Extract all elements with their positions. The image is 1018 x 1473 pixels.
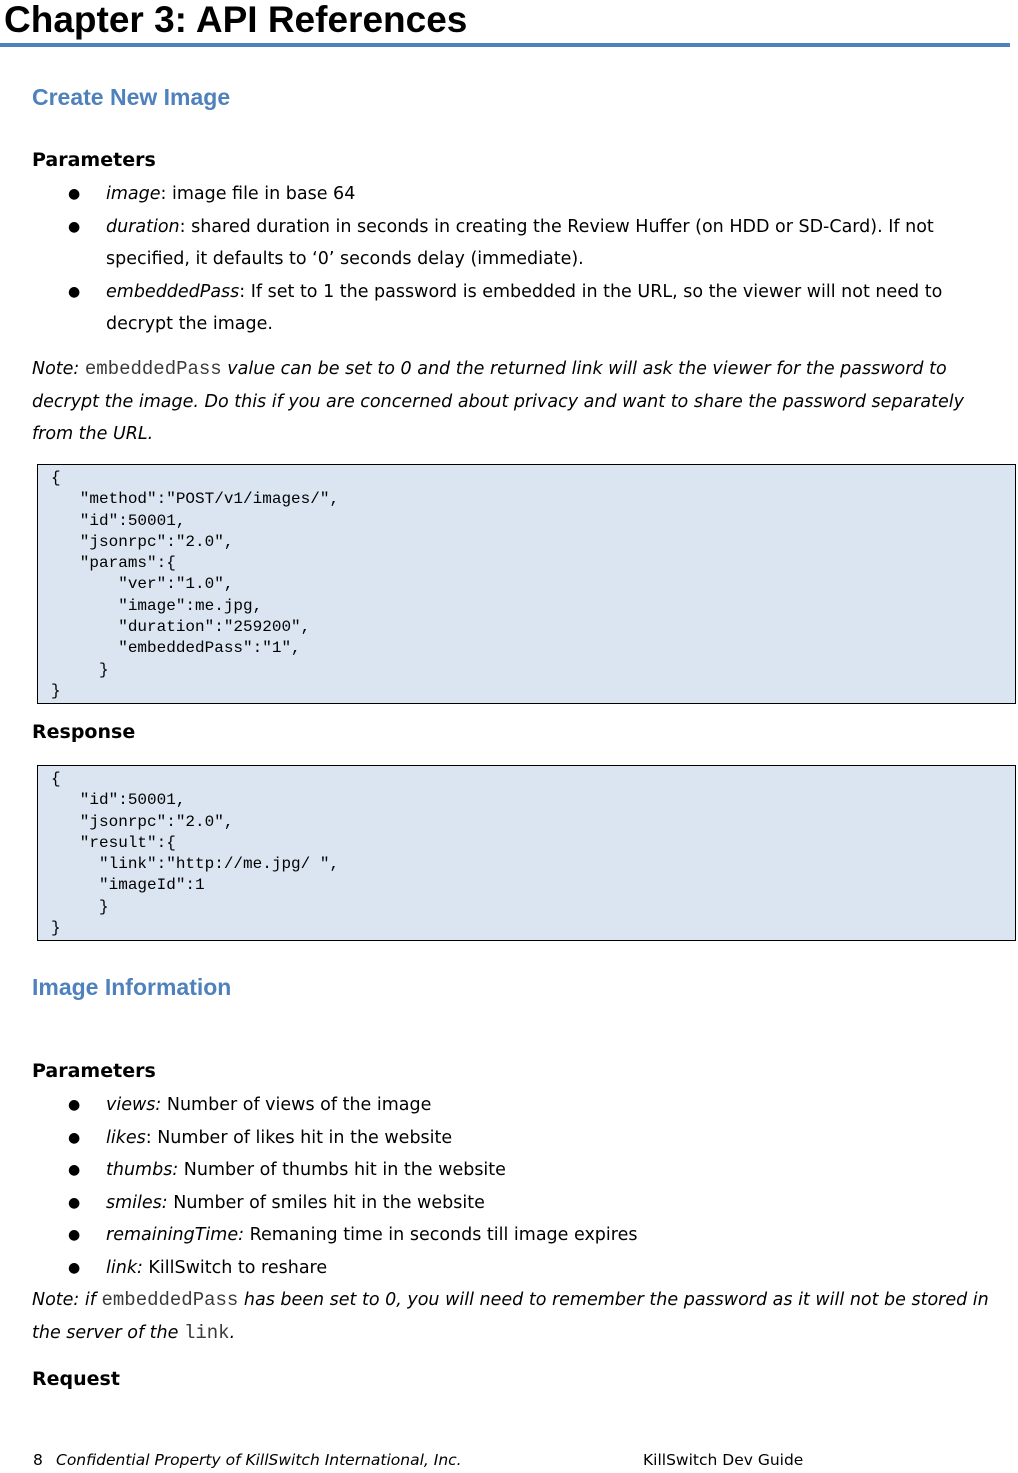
code-line: "result":{ xyxy=(51,833,176,852)
list-item xyxy=(32,1252,992,1285)
code-line: "duration":"259200", xyxy=(51,618,311,637)
param-term: views: xyxy=(106,1095,162,1115)
chapter-title: Chapter 3: API References xyxy=(4,0,468,40)
bullet-icon: ● xyxy=(68,1162,81,1178)
note-prefix: Note: if xyxy=(32,1290,102,1310)
parameters-list xyxy=(32,1089,992,1284)
param-term: smiles: xyxy=(106,1192,168,1213)
note-text: value can be set to 0 and the returned link will ask the viewer for the password to decrypt the image. Do this if you are concerned about privacy and want to share the password separately from the URL. xyxy=(32,359,965,444)
response-code-block xyxy=(37,765,1016,941)
param-desc: Number of thumbs hit in the website xyxy=(178,1160,506,1180)
param-term: remainingTime: xyxy=(106,1225,245,1245)
list-item xyxy=(32,1219,992,1252)
list-item xyxy=(32,1089,992,1122)
section-heading-create-new-image: Create New Image xyxy=(32,84,231,110)
request-heading: Request xyxy=(32,1368,120,1390)
bullet-icon: ● xyxy=(68,283,81,300)
code-line: } xyxy=(51,897,109,916)
code-line: "image":me.jpg, xyxy=(51,596,263,615)
code-text xyxy=(51,769,1015,939)
code-line: "id":50001, xyxy=(51,511,186,530)
page-number: 8 xyxy=(33,1451,43,1469)
code-line: { xyxy=(51,469,61,487)
note-code: embeddedPass xyxy=(101,1289,239,1311)
code-line: "embeddedPass":"1", xyxy=(51,639,301,658)
response-heading: Response xyxy=(32,721,136,743)
list-item xyxy=(32,1187,992,1220)
note-middle: has been set to 0, you will need to remember the password as it will not be stored in the server of the xyxy=(32,1290,989,1343)
param-term: thumbs: xyxy=(106,1160,179,1180)
param-term: image xyxy=(106,184,161,204)
code-line: "jsonrpc":"2.0", xyxy=(51,812,234,831)
list-item xyxy=(32,178,992,211)
note-code: embeddedPass xyxy=(84,358,222,380)
parameters-list xyxy=(32,178,992,341)
note-suffix: . xyxy=(229,1322,236,1343)
param-desc: Remaning time in seconds till image expires xyxy=(244,1225,638,1245)
code-line: "method":"POST/v1/images/", xyxy=(51,490,340,509)
param-desc: Number of smiles hit in the website xyxy=(167,1192,485,1213)
footer-confidential: Confidential Property of KillSwitch International, Inc. xyxy=(56,1451,462,1469)
code-line: } xyxy=(51,681,61,700)
code-line: "jsonrpc":"2.0", xyxy=(51,532,234,551)
bullet-icon: ● xyxy=(68,1227,81,1243)
code-line: } xyxy=(51,919,61,938)
list-item xyxy=(32,1122,992,1155)
section-heading-image-information: Image Information xyxy=(32,974,232,1000)
note-prefix: Note: xyxy=(32,359,85,379)
list-item xyxy=(32,211,992,276)
param-desc: : image file in base 64 xyxy=(160,184,356,204)
bullet-icon: ● xyxy=(68,218,81,235)
footer-guide-name: KillSwitch Dev Guide xyxy=(643,1451,804,1469)
code-line: { xyxy=(51,770,61,788)
param-term: link: xyxy=(106,1257,143,1278)
param-term: duration xyxy=(106,216,180,237)
param-term: embeddedPass xyxy=(106,281,240,302)
parameters-heading: Parameters xyxy=(32,1060,156,1082)
param-desc: : Number of likes hit in the website xyxy=(145,1127,453,1148)
code-line: "params":{ xyxy=(51,554,176,573)
bullet-icon: ● xyxy=(68,1259,81,1276)
param-desc: : shared duration in seconds in creating the Review Huffer (on HDD or SD-Card). If not specified, it defaults to ‘0’ seconds delay (immediate). xyxy=(106,216,934,269)
note-paragraph xyxy=(32,1284,992,1349)
param-desc: Number of views of the image xyxy=(161,1095,432,1115)
code-line: } xyxy=(51,660,109,679)
param-term: likes xyxy=(106,1127,146,1148)
request-code-block xyxy=(37,464,1016,704)
list-item xyxy=(32,276,992,341)
list-item xyxy=(32,1154,992,1187)
bullet-icon: ● xyxy=(68,1194,81,1211)
param-desc: KillSwitch to reshare xyxy=(142,1257,328,1278)
code-line: "link":"http://me.jpg/ ", xyxy=(51,855,340,874)
parameters-heading: Parameters xyxy=(32,149,156,171)
note-code-link: link xyxy=(183,1321,230,1344)
code-line: "imageId":1 xyxy=(51,876,205,895)
chapter-rule xyxy=(0,43,1010,47)
code-line: "id":50001, xyxy=(51,791,186,810)
bullet-icon: ● xyxy=(68,1097,81,1113)
code-text xyxy=(51,468,1015,702)
param-desc: : If set to 1 the password is embedded in the URL, so the viewer will not need to decrypt the image. xyxy=(106,281,943,334)
code-line: "ver":"1.0", xyxy=(51,575,234,594)
bullet-icon: ● xyxy=(68,186,81,202)
note-paragraph xyxy=(32,353,992,451)
bullet-icon: ● xyxy=(68,1129,81,1146)
